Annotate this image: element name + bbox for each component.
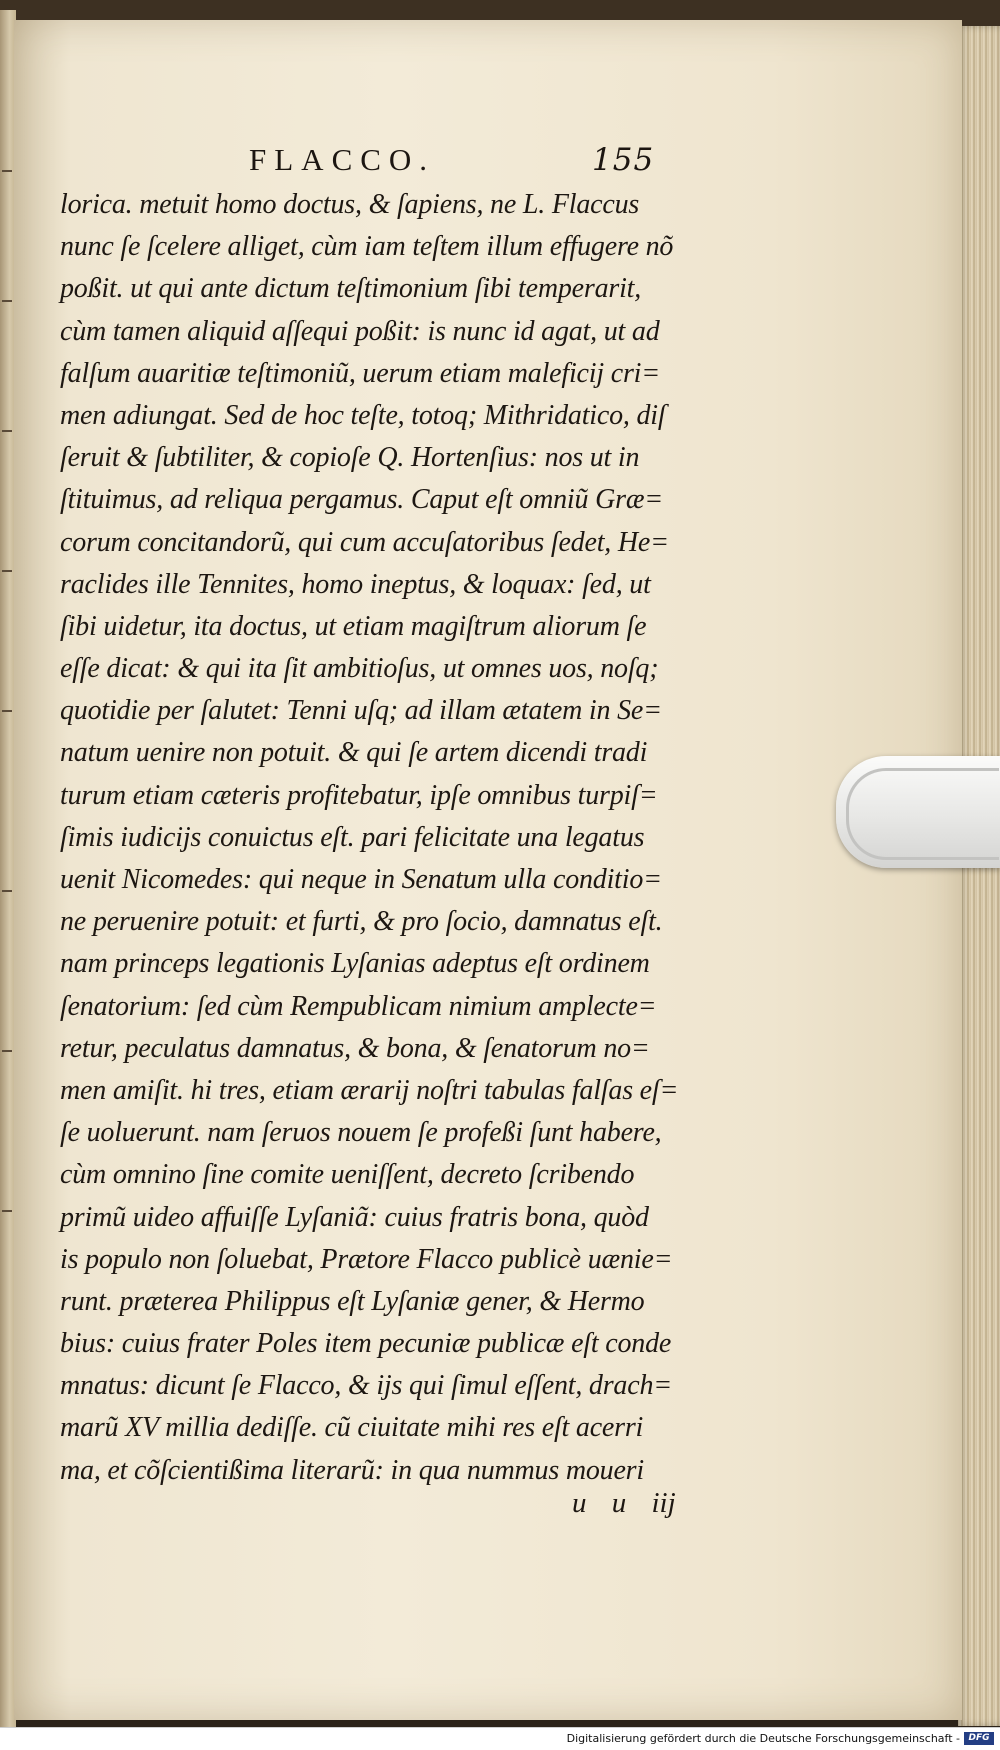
text-line: uenit Nicomedes: qui neque in Senatum ulla conditio=: [60, 864, 662, 895]
page-clip: [836, 756, 1000, 868]
text-line: corum concitandorũ, qui cum accuſatoribus ſedet, He=: [60, 526, 669, 558]
body-text: [60, 184, 720, 1492]
text-line: poßit. ut qui ante dictum teſtimonium ſibi temperarit,: [60, 273, 642, 305]
text-line: ma, et cõſcientißima literarũ: in qua nummus moueri: [60, 1454, 644, 1486]
text-line: marũ XV millia dediſſe. cũ ciuitate mihi res eſt acerri: [60, 1412, 644, 1444]
dfg-logo: DFG: [964, 1732, 994, 1745]
text-line: men adiungat. Sed de hoc teſte, totoq; Mithridatico, diſ: [60, 399, 666, 431]
signature-mark: u u iij: [572, 1487, 676, 1519]
text-line: nunc ſe ſcelere alliget, cùm iam teſtem illum effugere nõ: [60, 231, 674, 263]
text-line: eſſe dicat: & qui ita ſit ambitioſus, ut omnes uos, noſq;: [60, 653, 659, 685]
text-line: turum etiam cæteris profitebatur, ipſe omnibus turpiſ=: [60, 779, 658, 811]
text-line: is populo non ſoluebat, Prætore Flacco publicè uænie=: [60, 1243, 673, 1275]
text-line: mnatus: dicunt ſe Flacco, & ijs qui ſimul eſſent, drach=: [60, 1370, 672, 1402]
text-line: ſenatorium: ſed cùm Rempublicam nimium amplecte=: [60, 990, 657, 1022]
running-title: FLACCO.: [249, 142, 436, 177]
text-line: cùm omnino ſine comite ueniſſent, decreto ſcribendo: [60, 1159, 635, 1191]
text-line: primũ uideo affuiſſe Lyſaniã: cuius fratris bona, quòd: [60, 1201, 649, 1233]
text-line: raclides ille Tennites, homo ineptus, & loquax: ſed, ut: [60, 568, 651, 600]
text-line: ſeruit & ſubtiliter, & copioſe Q. Hortenſius: nos ut in: [60, 442, 640, 474]
text-line: cùm tamen aliquid aſſequi poßit: is nunc id agat, ut ad: [60, 315, 660, 347]
page-stack-edge: [958, 26, 1000, 1726]
page-clip-loop: [846, 768, 999, 860]
book-page: [14, 20, 962, 1720]
text-line: ne peruenire potuit: et furti, & pro ſocio, damnatus eſt.: [60, 906, 663, 938]
text-line: nam princeps legationis Lyſanias adeptus eſt ordinem: [60, 948, 650, 980]
page-number: 155: [592, 142, 655, 178]
text-line: ſe uoluerunt. nam ſeruos nouem ſe profeßi ſunt habere,: [60, 1117, 662, 1149]
text-line: bius: cuius frater Poles item pecuniæ publicæ eſt conde: [60, 1328, 672, 1360]
text-line: natum uenire non potuit. & qui ſe artem dicendi tradi: [60, 737, 648, 769]
text-line: quotidie per ſalutet: Tenni uſq; ad illam ætatem in Se=: [60, 695, 662, 727]
text-line: ſtituimus, ad reliqua pergamus. Caput eſt omniũ Græ=: [60, 484, 663, 516]
text-line: ſibi uidetur, ita doctus, ut etiam magiſtrum aliorum ſe: [60, 610, 647, 642]
text-line: men amiſit. hi tres, etiam ærarij noſtri tabulas falſas eſ=: [60, 1074, 679, 1106]
text-line: runt. præterea Philippus eſt Lyſaniæ gener, & Hermo: [60, 1285, 645, 1317]
text-line: ſimis iudicijs conuictus eſt. pari felicitate una legatus: [60, 821, 645, 853]
footer-credit: Digitalisierung gefördert durch die Deutsche Forschungsgemeinschaft -: [566, 1732, 960, 1745]
digitization-footer: [0, 1727, 1000, 1750]
text-line: retur, peculatus damnatus, & bona, & ſenatorum no=: [60, 1032, 650, 1064]
text-line: falſum auaritiæ teſtimoniũ, uerum etiam maleficij cri=: [60, 357, 660, 389]
text-line: lorica. metuit homo doctus, & ſapiens, ne L. Flaccus: [60, 189, 640, 220]
